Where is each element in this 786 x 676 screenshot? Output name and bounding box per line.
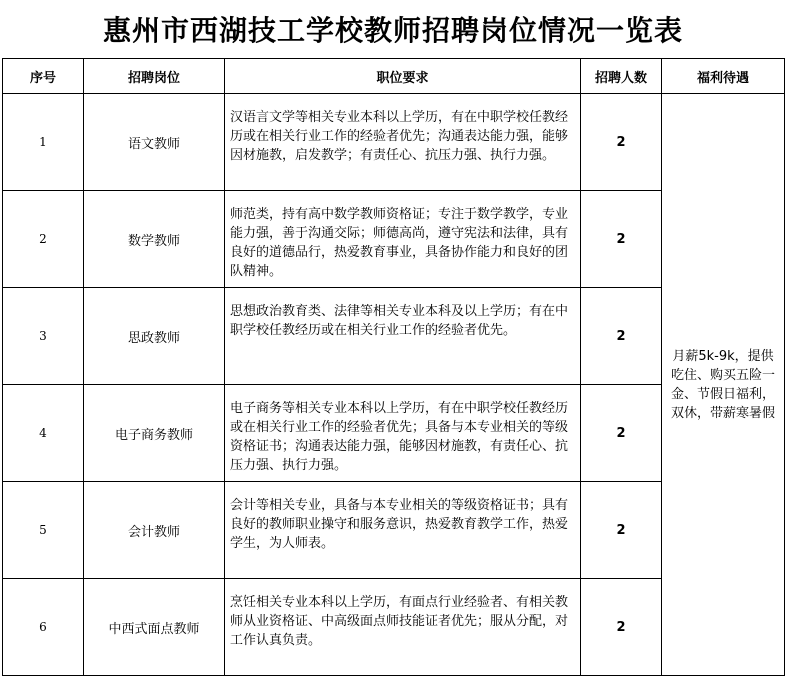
- row-index: 1: [3, 94, 84, 191]
- row-requirements: [225, 482, 581, 579]
- header-benefits: 福利待遇: [662, 59, 785, 94]
- row-requirements: [225, 385, 581, 482]
- row-index: 3: [3, 288, 84, 385]
- row-count: 2: [581, 288, 662, 385]
- row-index: 6: [3, 579, 84, 676]
- row-requirements: [225, 288, 581, 385]
- row-position: 电子商务教师: [84, 385, 225, 482]
- recruitment-table: [2, 58, 785, 676]
- page-title: 惠州市西湖技工学校教师招聘岗位情况一览表: [102, 14, 683, 47]
- row-requirements-text: 师范类，持有高中数学教师资格证；专注于数学教学，专业能力强，善于沟通交际；师德高尚，遵守宪法和法律，具有良好的道德品行，热爱教育事业，具备协作能力和良好的团队精神。: [230, 207, 569, 279]
- row-position: 数学教师: [84, 191, 225, 288]
- row-position: 会计教师: [84, 482, 225, 579]
- row-requirements-text: 电子商务等相关专业本科以上学历，有在中职学校任教经历或在相关行业工作的经验者优先；具备与本专业相关的等级资格证书；沟通表达能力强，能够因材施教，有责任心、抗压力强、执行力强。: [230, 401, 569, 473]
- row-index: 4: [3, 385, 84, 482]
- row-count: 2: [581, 385, 662, 482]
- header-count: 招聘人数: [581, 59, 662, 94]
- benefits-cell: 月薪5k-9k，提供吃住、购买五险一金、节假日福利，双休，带薪寒暑假: [662, 94, 785, 676]
- row-requirements: [225, 579, 581, 676]
- row-index: 2: [3, 191, 84, 288]
- row-position: 语文教师: [84, 94, 225, 191]
- row-requirements-text: 汉语言文学等相关专业本科以上学历，有在中职学校任教经历或在相关行业工作的经验者优先；沟通表达能力强，能够因材施教，启发教学；有责任心、抗压力强、执行力强。: [230, 110, 569, 163]
- header-index: 序号: [3, 59, 84, 94]
- row-requirements: [225, 94, 581, 191]
- row-requirements-text: 会计等相关专业，具备与本专业相关的等级资格证书；具有良好的教师职业操守和服务意识，热爱教育教学工作，热爱学生，为人师表。: [230, 498, 569, 551]
- row-count: 2: [581, 191, 662, 288]
- row-position: 思政教师: [84, 288, 225, 385]
- table-header-row: [3, 59, 785, 94]
- row-index: 5: [3, 482, 84, 579]
- row-count: 2: [581, 94, 662, 191]
- row-requirements-text: 思想政治教育类、法律等相关专业本科及以上学历；有在中职学校任教经历或在相关行业工作的经验者优先。: [230, 304, 569, 338]
- table-row: [3, 94, 785, 191]
- header-requirements: 职位要求: [225, 59, 581, 94]
- header-position: 招聘岗位: [84, 59, 225, 94]
- row-requirements: [225, 191, 581, 288]
- row-count: 2: [581, 579, 662, 676]
- row-requirements-text: 烹饪相关专业本科以上学历，有面点行业经验者、有相关教师从业资格证、中高级面点师技能证者优先；服从分配，对工作认真负责。: [230, 595, 569, 648]
- row-count: 2: [581, 482, 662, 579]
- row-position: 中西式面点教师: [84, 579, 225, 676]
